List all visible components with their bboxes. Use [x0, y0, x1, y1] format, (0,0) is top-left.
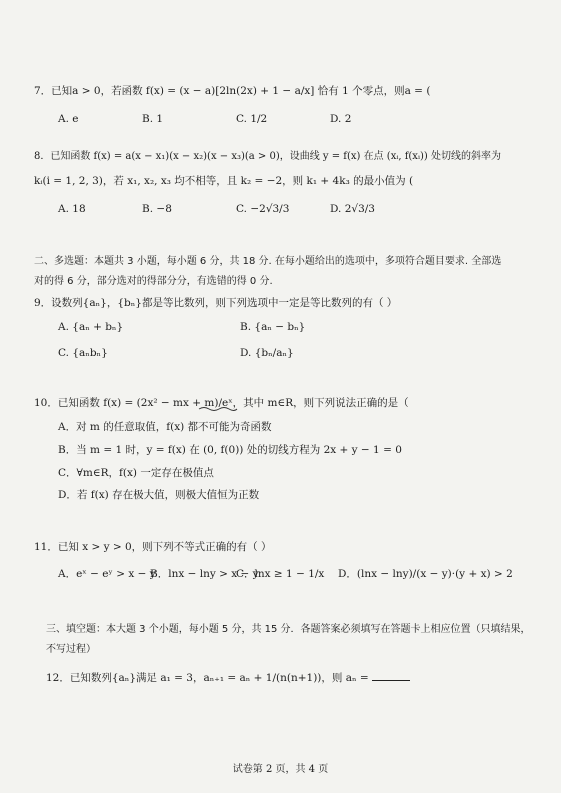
section2-heading-line2: 对的得 6 分，部分选对的得部分分，有选错的得 0 分. [34, 276, 273, 287]
handwritten-underline-mark [198, 406, 238, 412]
q10-option-c: C．∀m∈R，f(x) 一定存在极值点 [58, 467, 214, 479]
q7-option-c: C. 1/2 [236, 113, 268, 125]
q9-option-a: A. {aₙ + bₙ} [58, 321, 124, 333]
q8-option-b: B. −8 [142, 203, 172, 215]
page-footer: 试卷第 2 页，共 4 页 [232, 764, 329, 775]
section3-heading-line1: 三、填空题：本大题 3 个小题，每小题 5 分，共 15 分．各题答案必须填写在答题卡上相应位置（只填结果， [46, 624, 531, 635]
q11-stem: 11．已知 x > y > 0，则下列不等式正确的有（ ） [34, 541, 272, 553]
section3-heading-line2: 不写过程） [46, 644, 96, 655]
q11-option-b: B．lnx − lny > x − y [150, 568, 259, 580]
q9-option-b: B. {aₙ − bₙ} [240, 321, 306, 333]
q8-stem-line1: 8．已知函数 f(x) = a(x − x₁)(x − x₂)(x − x₃)(a > 0)，设曲线 y = f(x) 在点 (xᵢ, f(xᵢ)) 处切线的斜率为 [34, 151, 501, 162]
q9-option-d: D. {bₙ/aₙ} [240, 347, 294, 359]
q12-stem-text: 12．已知数列{aₙ}满足 a₁ = 3，aₙ₊₁ = aₙ + 1/(n(n+1))，则 aₙ = [46, 672, 373, 684]
q8-stem-line2: kᵢ(i = 1, 2, 3)，若 x₁, x₂, x₃ 均不相等，且 k₂ = −2，则 k₁ + 4k₃ 的最小值为 ( [34, 175, 414, 187]
q8-option-a: A. 18 [58, 203, 86, 215]
q10-option-d: D．若 f(x) 存在极大值，则极大值恒为正数 [58, 489, 260, 501]
q8-option-d: D. 2√3/3 [330, 203, 375, 215]
q7-option-d: D. 2 [330, 113, 352, 125]
answer-blank[interactable] [372, 670, 410, 681]
q7-option-a: A. e [58, 113, 79, 125]
q10-option-a: A．对 m 的任意取值，f(x) 都不可能为奇函数 [58, 421, 272, 433]
q9-stem: 9．设数列{aₙ}，{bₙ}都是等比数列，则下列选项中一定是等比数列的有（ ） [34, 297, 398, 309]
q10-option-b: B．当 m = 1 时，y = f(x) 在 (0, f(0)) 处的切线方程为 2x + y − 1 = 0 [58, 444, 402, 456]
section2-heading-line1: 二、多选题：本题共 3 小题，每小题 6 分，共 18 分. 在每小题给出的选项中，多项符合题目要求. 全部选 [34, 256, 502, 267]
q7-option-b: B. 1 [142, 113, 164, 125]
q12-stem [46, 670, 410, 685]
q9-option-c: C. {aₙbₙ} [58, 347, 108, 359]
q11-option-c: C．lnx ≥ 1 − 1/x [236, 568, 325, 580]
q11-option-a: A．eˣ − eʸ > x − y [58, 568, 156, 580]
q7-stem: 7．已知a > 0，若函数 f(x) = (x − a)[2ln(2x) + 1 − a/x] 恰有 1 个零点，则a = ( [34, 85, 431, 97]
q11-option-d: D．(lnx − lny)/(x − y)·(y + x) > 2 [338, 568, 513, 580]
q10-stem: 10．已知函数 f(x) = (2x² − mx + m)/eˣ，其中 m∈R，则下列说法正确的是（ [34, 397, 409, 409]
q8-option-c: C. −2√3/3 [236, 203, 290, 215]
